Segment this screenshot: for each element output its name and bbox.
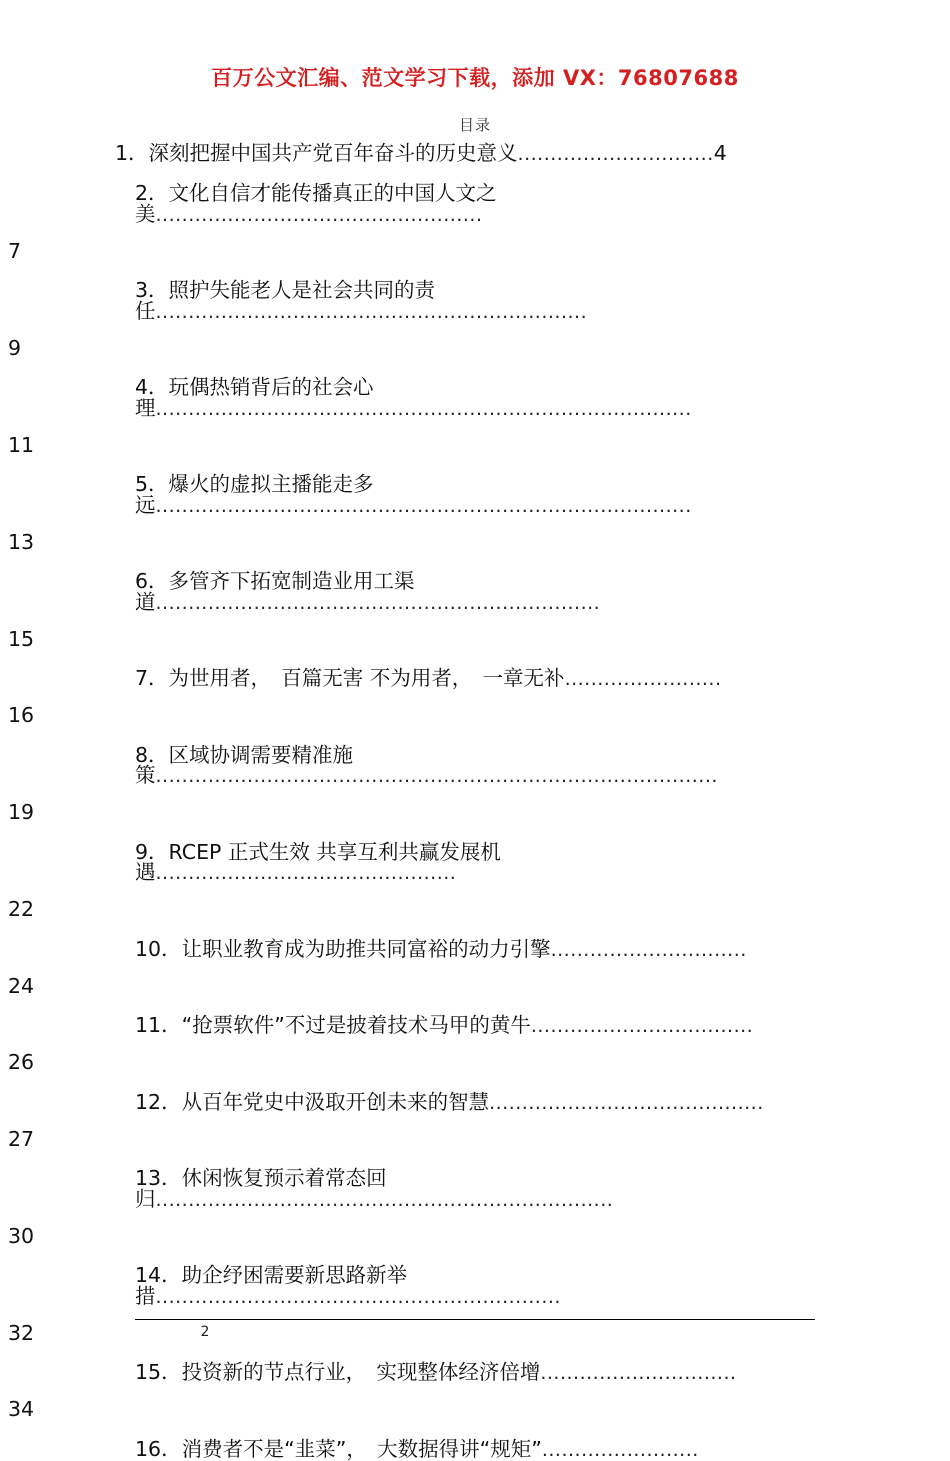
toc-entry-number: 16． <box>135 1436 182 1461</box>
toc-entry[interactable] <box>8 375 815 457</box>
toc-entry-title: 投资新的节点行业， 实现整体经济倍增 <box>181 1360 541 1384</box>
toc-entry-leader-dots: ........................ <box>541 1438 699 1461</box>
toc-entry[interactable] <box>8 742 815 824</box>
toc-entry-leader-dots: .................................................................. <box>155 300 588 323</box>
toc-entry-page: 16 <box>8 703 35 727</box>
toc-entry-leader-dots: .................................................................................. <box>155 494 692 517</box>
toc-entry-leader-dots: .............................. <box>540 1362 737 1384</box>
toc-entry-leader-dots: ........................ <box>564 668 722 690</box>
toc-entry-page: 4 <box>713 141 727 165</box>
toc-entry-leader-dots: .................................................................... <box>155 591 601 614</box>
toc-entry-page: 24 <box>8 973 35 998</box>
toc-entry-number: 5． <box>135 472 169 496</box>
document-page <box>0 62 950 1461</box>
toc-entry[interactable] <box>8 936 815 998</box>
toc-entry-number: 11． <box>135 1013 182 1037</box>
toc-entry-number: 13． <box>135 1166 182 1190</box>
toc-entry-page: 15 <box>8 626 35 651</box>
toc-entry-title: 为世用者， 百篇无害 不为用者， 一章无补 <box>168 666 565 690</box>
toc-entry-page: 9 <box>8 335 22 360</box>
toc-entry-title: 助企纾困需要新思路新举措 <box>135 1263 408 1308</box>
toc-entry-number: 8． <box>135 742 169 767</box>
toc-entry[interactable] <box>8 569 815 651</box>
toc-entry-number: 1． <box>115 141 149 165</box>
toc-entry-page: 32 <box>8 1320 35 1345</box>
toc-entry-page: 26 <box>8 1050 35 1074</box>
toc-entry-leader-dots: ...................................................................... <box>155 1188 614 1211</box>
toc-entry-number: 10． <box>135 936 182 961</box>
toc-entry-title: 区域协调需要精准施策 <box>135 742 354 787</box>
toc-entry-leader-dots: .............................. <box>550 938 747 961</box>
toc-entry-leader-dots: .............................................................. <box>155 1285 561 1308</box>
toc-entry[interactable] <box>8 1166 815 1248</box>
toc-entry-number: 4． <box>135 375 169 399</box>
toc-entry-title: 休闲恢复预示着常态回归 <box>135 1166 387 1211</box>
toc-entry-page: 11 <box>8 432 35 457</box>
toc-entry-title: 消费者不是“韭菜”， 大数据得讲“规矩” <box>181 1436 542 1461</box>
toc-entry-leader-dots: .................................. <box>530 1015 754 1037</box>
toc-entry-page: 13 <box>8 529 35 554</box>
toc-entry-title: 让职业教育成为助推共同富裕的动力引擎 <box>181 936 551 961</box>
toc-entry-page: 27 <box>8 1126 35 1151</box>
toc-entry-leader-dots: .............................................. <box>155 862 457 884</box>
table-of-contents <box>0 143 950 1460</box>
toc-heading: 目录 <box>458 116 491 134</box>
toc-entry-leader-dots: .................................................. <box>155 203 483 226</box>
toc-entry-number: 14． <box>135 1263 182 1287</box>
toc-entry-leader-dots: ...................................................................................... <box>155 765 718 787</box>
page-footer <box>135 1319 815 1340</box>
toc-entry-page: 34 <box>8 1397 35 1421</box>
toc-entry-title: 照护失能老人是社会共同的责任 <box>135 278 436 323</box>
toc-entry[interactable] <box>8 472 815 554</box>
toc-entry[interactable] <box>8 1089 815 1151</box>
toc-entry-title: 玩偶热销背后的社会心理 <box>135 375 374 420</box>
footer-divider <box>135 1319 815 1320</box>
toc-entry-title: 文化自信才能传播真正的中国人文之美 <box>135 181 497 226</box>
toc-entry-page: 30 <box>8 1223 35 1248</box>
toc-entry[interactable] <box>8 181 815 263</box>
toc-entry-number: 2． <box>135 181 169 205</box>
toc-entry-number: 7． <box>135 666 169 690</box>
toc-entry-title: 爆火的虚拟主播能走多远 <box>135 472 374 517</box>
toc-entry-number: 3． <box>135 278 169 302</box>
toc-entry-title: 多管齐下拓宽制造业用工渠道 <box>135 569 415 614</box>
toc-entry-page: 19 <box>8 800 35 824</box>
toc-entry-page: 7 <box>8 238 22 263</box>
toc-entry-title: 从百年党史中汲取开创未来的智慧 <box>181 1089 490 1114</box>
toc-entry-leader-dots: .......................................... <box>489 1091 764 1114</box>
toc-entry-title: “抢票软件”不过是披着技术马甲的黄牛 <box>181 1013 531 1037</box>
toc-entry[interactable] <box>8 1360 815 1421</box>
promo-banner: 百万公文汇编、范文学习下载，添加 VX：76807688 <box>211 66 739 90</box>
toc-entry-number: 15． <box>135 1360 182 1384</box>
toc-entry-number: 9． <box>135 839 169 864</box>
toc-entry-page: 22 <box>8 897 35 921</box>
toc-entry[interactable] <box>8 1013 815 1074</box>
toc-entry[interactable] <box>135 1436 815 1461</box>
toc-entry[interactable] <box>8 278 815 360</box>
toc-entry[interactable] <box>8 666 815 727</box>
toc-entry[interactable] <box>8 839 815 921</box>
toc-entry-number: 6． <box>135 569 169 593</box>
toc-entry-number: 12． <box>135 1089 182 1114</box>
toc-entry-leader-dots: .............................. <box>517 143 714 165</box>
toc-entry-title: RCEP 正式生效 共享互利共赢发展机遇 <box>135 839 501 884</box>
toc-entry-title: 深刻把握中国共产党百年奋斗的历史意义 <box>148 141 518 165</box>
page-number: 2 <box>200 1324 210 1340</box>
toc-entry[interactable] <box>115 143 815 164</box>
toc-entry-leader-dots: .................................................................................. <box>155 397 692 420</box>
